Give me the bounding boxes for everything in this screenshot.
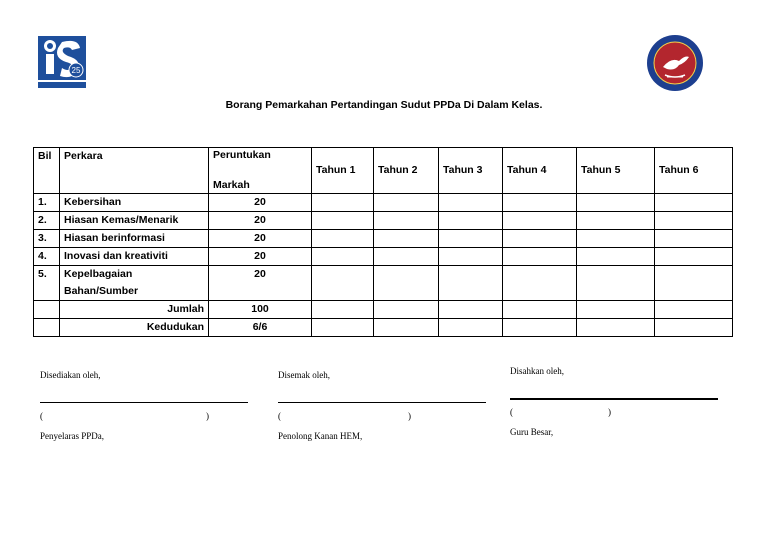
row-perkara: Kebersihan: [60, 194, 209, 212]
score-cell[interactable]: [655, 212, 733, 230]
score-cell[interactable]: [374, 266, 439, 301]
header-tahun-5: Tahun 5: [577, 148, 655, 194]
signature-role: Penyelaras PPDa,: [40, 431, 104, 441]
name-open-paren: (: [510, 407, 513, 417]
row-markah: 20: [209, 230, 312, 248]
kedudukan-label: Kedudukan: [60, 319, 209, 337]
row-perkara: [60, 266, 209, 301]
table-row: [34, 248, 733, 266]
jumlah-label: Jumlah: [60, 301, 209, 319]
score-cell[interactable]: [374, 194, 439, 212]
score-cell[interactable]: [577, 230, 655, 248]
score-cell[interactable]: [374, 319, 439, 337]
score-cell[interactable]: [503, 230, 577, 248]
signature-line[interactable]: [40, 402, 248, 403]
score-cell[interactable]: [374, 212, 439, 230]
score-cell[interactable]: [655, 266, 733, 301]
score-cell[interactable]: [374, 248, 439, 266]
header-bil: Bil: [34, 148, 60, 194]
row-bil: 4.: [34, 248, 60, 266]
row-perkara: Hiasan berinformasi: [60, 230, 209, 248]
header-tahun-1: Tahun 1: [312, 148, 374, 194]
signature-label: Disahkan oleh,: [510, 366, 564, 376]
header-tahun-6: Tahun 6: [655, 148, 733, 194]
row-markah: 20: [209, 212, 312, 230]
score-cell[interactable]: [655, 230, 733, 248]
score-cell[interactable]: [503, 248, 577, 266]
table-row: [34, 212, 733, 230]
score-cell[interactable]: [374, 301, 439, 319]
name-open-paren: (: [40, 411, 43, 421]
row-bil: 5.: [34, 266, 60, 301]
table-row: [34, 194, 733, 212]
score-cell[interactable]: [439, 301, 503, 319]
score-cell[interactable]: [312, 319, 374, 337]
score-cell[interactable]: [312, 194, 374, 212]
school-logo-icon: [36, 34, 88, 90]
score-cell[interactable]: [439, 248, 503, 266]
score-cell[interactable]: [655, 301, 733, 319]
page-title: Borang Pemarkahan Pertandingan Sudut PPDa Di Dalam Kelas.: [225, 99, 543, 111]
signature-line[interactable]: [510, 398, 718, 400]
score-cell[interactable]: [439, 212, 503, 230]
header-peruntukan-line1: Peruntukan: [213, 149, 271, 161]
signature-label: Disemak oleh,: [278, 370, 330, 380]
signature-label: Disediakan oleh,: [40, 370, 101, 380]
score-cell[interactable]: [439, 266, 503, 301]
score-cell[interactable]: [374, 230, 439, 248]
score-cell[interactable]: [577, 212, 655, 230]
kedudukan-row: [34, 319, 733, 337]
score-cell[interactable]: [655, 194, 733, 212]
name-open-paren: (: [278, 411, 281, 421]
scoring-table: [33, 147, 733, 337]
score-cell[interactable]: [503, 301, 577, 319]
score-cell[interactable]: [577, 319, 655, 337]
header-tahun-4: Tahun 4: [503, 148, 577, 194]
header-peruntukan: [209, 148, 312, 194]
row-bil: 1.: [34, 194, 60, 212]
header-tahun-3: Tahun 3: [439, 148, 503, 194]
score-cell[interactable]: [503, 212, 577, 230]
score-cell[interactable]: [655, 248, 733, 266]
name-close-paren: ): [206, 411, 209, 421]
logo-badge-text: 25: [71, 66, 81, 75]
row-bil: 3.: [34, 230, 60, 248]
row-perkara-line1: Kepelbagaian: [64, 268, 133, 280]
score-cell[interactable]: [577, 248, 655, 266]
score-cell[interactable]: [655, 319, 733, 337]
row-perkara: Inovasi dan kreativiti: [60, 248, 209, 266]
signature-role: Penolong Kanan HEM,: [278, 431, 363, 441]
score-cell[interactable]: [503, 266, 577, 301]
score-cell[interactable]: [439, 319, 503, 337]
score-cell[interactable]: [312, 248, 374, 266]
score-cell[interactable]: [503, 319, 577, 337]
score-cell[interactable]: [312, 301, 374, 319]
score-cell[interactable]: [503, 194, 577, 212]
row-perkara-line2: Bahan/Sumber: [64, 285, 139, 297]
table-row: [34, 230, 733, 248]
name-close-paren: ): [608, 407, 611, 417]
table-header-row: [34, 148, 733, 194]
district-badge-icon: [645, 33, 705, 93]
row-perkara: Hiasan Kemas/Menarik: [60, 212, 209, 230]
row-markah: 20: [209, 248, 312, 266]
signature-approved: [510, 366, 725, 440]
score-cell[interactable]: [439, 194, 503, 212]
row-markah: 20: [209, 194, 312, 212]
row-markah: 20: [209, 266, 312, 301]
jumlah-value: 100: [209, 301, 312, 319]
score-cell[interactable]: [577, 301, 655, 319]
score-cell[interactable]: [312, 212, 374, 230]
signature-role: Guru Besar,: [510, 427, 554, 437]
score-cell[interactable]: [312, 230, 374, 248]
signature-prepared: [40, 370, 255, 440]
jumlah-row: [34, 301, 733, 319]
header-tahun-2: Tahun 2: [374, 148, 439, 194]
header-perkara: Perkara: [60, 148, 209, 194]
name-close-paren: ): [408, 411, 411, 421]
score-cell[interactable]: [312, 266, 374, 301]
kedudukan-value: 6/6: [209, 319, 312, 337]
header-peruntukan-line2: Markah: [213, 179, 250, 191]
signature-checked: [278, 370, 493, 440]
score-cell[interactable]: [577, 266, 655, 301]
score-cell[interactable]: [439, 230, 503, 248]
row-bil: 2.: [34, 212, 60, 230]
signature-line[interactable]: [278, 402, 486, 403]
score-cell[interactable]: [577, 194, 655, 212]
table-row: [34, 266, 733, 301]
